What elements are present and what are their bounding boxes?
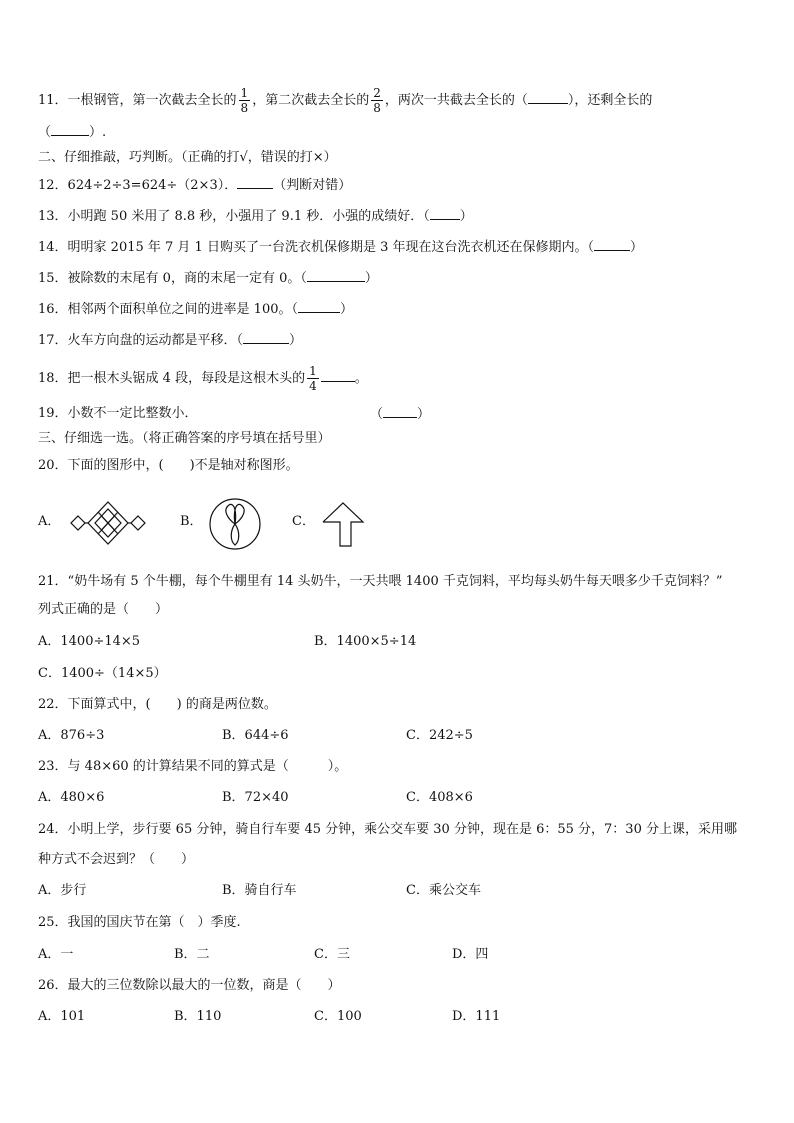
question-13 xyxy=(38,206,473,227)
question-20-stem: 20．下面的图形中，( )不是轴对称图形。 xyxy=(38,458,299,473)
q11-fraction-2: $\frac{2}{8}$ xyxy=(373,86,381,115)
q11-fraction-1: $\frac{1}{8}$ xyxy=(240,86,249,115)
q25-option-c[interactable]: C．三 xyxy=(314,947,350,962)
question-21-stem-cont: 列式正确的是（ ） xyxy=(38,602,169,617)
q26-option-c[interactable]: C．100 xyxy=(314,1009,362,1024)
q16-answer-blank[interactable] xyxy=(298,299,340,313)
q19-answer-blank[interactable] xyxy=(383,404,417,418)
q12-text: 12．624÷2÷3=624÷（2×3）． xyxy=(38,178,238,193)
q14-close: ） xyxy=(630,240,644,255)
q15-close: ） xyxy=(364,271,378,286)
question-15 xyxy=(38,268,378,289)
q26-option-a[interactable]: A．101 xyxy=(38,1009,86,1024)
section-2-heading: 二、仔细推敲，巧判断。（正确的打√，错误的打×） xyxy=(38,150,337,165)
q17-answer-blank[interactable] xyxy=(243,330,289,344)
q11-text-a: 11．一根钢管，第一次截去全长的 xyxy=(38,93,237,108)
q18-answer-blank[interactable] xyxy=(321,368,355,382)
q24-option-b[interactable]: B．骑自行车 xyxy=(222,883,297,898)
q17-text: 17．火车方向盘的运动都是平移．（ xyxy=(38,333,244,348)
q13-close: ） xyxy=(459,209,473,224)
q20-option-b-label[interactable]: B． xyxy=(180,514,203,529)
question-14 xyxy=(38,237,643,258)
question-19 xyxy=(38,404,198,424)
q25-option-d[interactable]: D．四 xyxy=(452,947,489,962)
q15-text: 15．被除数的末尾有 0，商的末尾一定有 0。（ xyxy=(38,271,307,286)
q24-option-c[interactable]: C．乘公交车 xyxy=(406,883,481,898)
q23-option-c[interactable]: C．408×6 xyxy=(406,790,473,805)
question-21-stem: 21．“奶牛场有 5 个牛棚，每个牛棚里有 14 头奶牛，一天共喂 1400 千克饲料，平均每头奶牛每天喂多少千克饲料？” xyxy=(38,574,723,589)
question-24-stem: 24．小明上学，步行要 65 分钟，骑自行车要 45 分钟，乘公交车要 30 分钟，现在是 6：55 分，7：30 分上课，采用哪 xyxy=(38,822,737,837)
question-11 xyxy=(38,86,652,115)
q16-text: 16．相邻两个面积单位之间的进率是 100。（ xyxy=(38,302,298,317)
q25-option-b[interactable]: B．二 xyxy=(174,947,210,962)
q19-text: 19．小数不一定比整数小． xyxy=(38,406,198,421)
q11-answer-blank-1[interactable] xyxy=(528,90,568,104)
q18-fraction: $\frac{1}{4}$ xyxy=(309,364,317,393)
question-25-stem: 25．我国的国庆节在第（ ）季度. xyxy=(38,915,241,930)
q22-option-c[interactable]: C．242÷5 xyxy=(406,728,473,743)
q22-option-a[interactable]: A．876÷3 xyxy=(38,728,105,743)
q23-option-a[interactable]: A．480×6 xyxy=(38,790,105,805)
q14-text: 14．明明家 2015 年 7 月 1 日购买了一台洗衣机保修期是 3 年现在这台洗衣机还在保修期内。（ xyxy=(38,240,594,255)
question-11-cont xyxy=(38,122,106,143)
question-24-stem-cont: 种方式不会迟到？（ ） xyxy=(38,852,195,867)
question-12 xyxy=(38,175,351,196)
q13-answer-blank[interactable] xyxy=(430,206,460,220)
q21-option-c[interactable]: C．1400÷（14×5） xyxy=(38,666,167,681)
q12-note: （判断对错） xyxy=(273,178,352,193)
three-petal-circle-figure xyxy=(208,497,262,551)
q11-text-c: ，两次一共截去全长的（ xyxy=(384,93,528,108)
q13-text: 13．小明跑 50 米用了 8.8 秒，小强用了 9.1 秒．小强的成绩好．（ xyxy=(38,209,430,224)
q18-text: 18．把一根木头锯成 4 段，每段是这根木头的 xyxy=(38,371,306,386)
q25-option-a[interactable]: A．一 xyxy=(38,947,74,962)
q12-answer-blank[interactable] xyxy=(237,175,273,189)
q11-text-f: ）. xyxy=(89,125,107,140)
q11-text-e: （ xyxy=(38,125,52,140)
question-23-stem: 23．与 48×60 的计算结果不同的算式是（ ）。 xyxy=(38,759,348,774)
q14-answer-blank[interactable] xyxy=(594,237,630,251)
q17-close: ） xyxy=(289,333,303,348)
q21-option-a[interactable]: A．1400÷14×5 xyxy=(38,634,141,649)
question-18 xyxy=(38,364,368,393)
question-22-stem: 22．下面算式中，( ) 的商是两位数。 xyxy=(38,697,277,712)
q26-option-d[interactable]: D．111 xyxy=(452,1009,501,1024)
q20-option-c-label[interactable]: C． xyxy=(292,514,315,529)
q11-answer-blank-2[interactable] xyxy=(51,122,89,136)
question-16 xyxy=(38,299,353,320)
question-17 xyxy=(38,330,302,351)
q20-option-a-label[interactable]: A． xyxy=(38,514,61,529)
q16-close: ） xyxy=(340,302,354,317)
q15-answer-blank[interactable] xyxy=(307,268,365,282)
question-26-stem: 26．最大的三位数除以最大的一位数，商是（ ） xyxy=(38,978,341,993)
q23-option-b[interactable]: B．72×40 xyxy=(222,790,289,805)
q19-open: （ xyxy=(370,407,384,422)
q18-end: 。 xyxy=(354,371,368,386)
q11-text-d: ），还剩全长的 xyxy=(567,93,653,108)
q19-answer xyxy=(370,404,430,425)
q19-close: ） xyxy=(417,407,431,422)
q22-option-b[interactable]: B．644÷6 xyxy=(222,728,289,743)
arrow-shape-figure xyxy=(320,500,366,550)
q11-text-b: ，第二次截去全长的 xyxy=(252,93,370,108)
endless-knot-figure xyxy=(66,500,150,546)
q26-option-b[interactable]: B．110 xyxy=(174,1009,222,1024)
q21-option-b[interactable]: B．1400×5÷14 xyxy=(314,634,417,649)
q24-option-a[interactable]: A．步行 xyxy=(38,883,87,898)
section-3-heading: 三、仔细选一选。（将正确答案的序号填在括号里） xyxy=(38,431,331,446)
